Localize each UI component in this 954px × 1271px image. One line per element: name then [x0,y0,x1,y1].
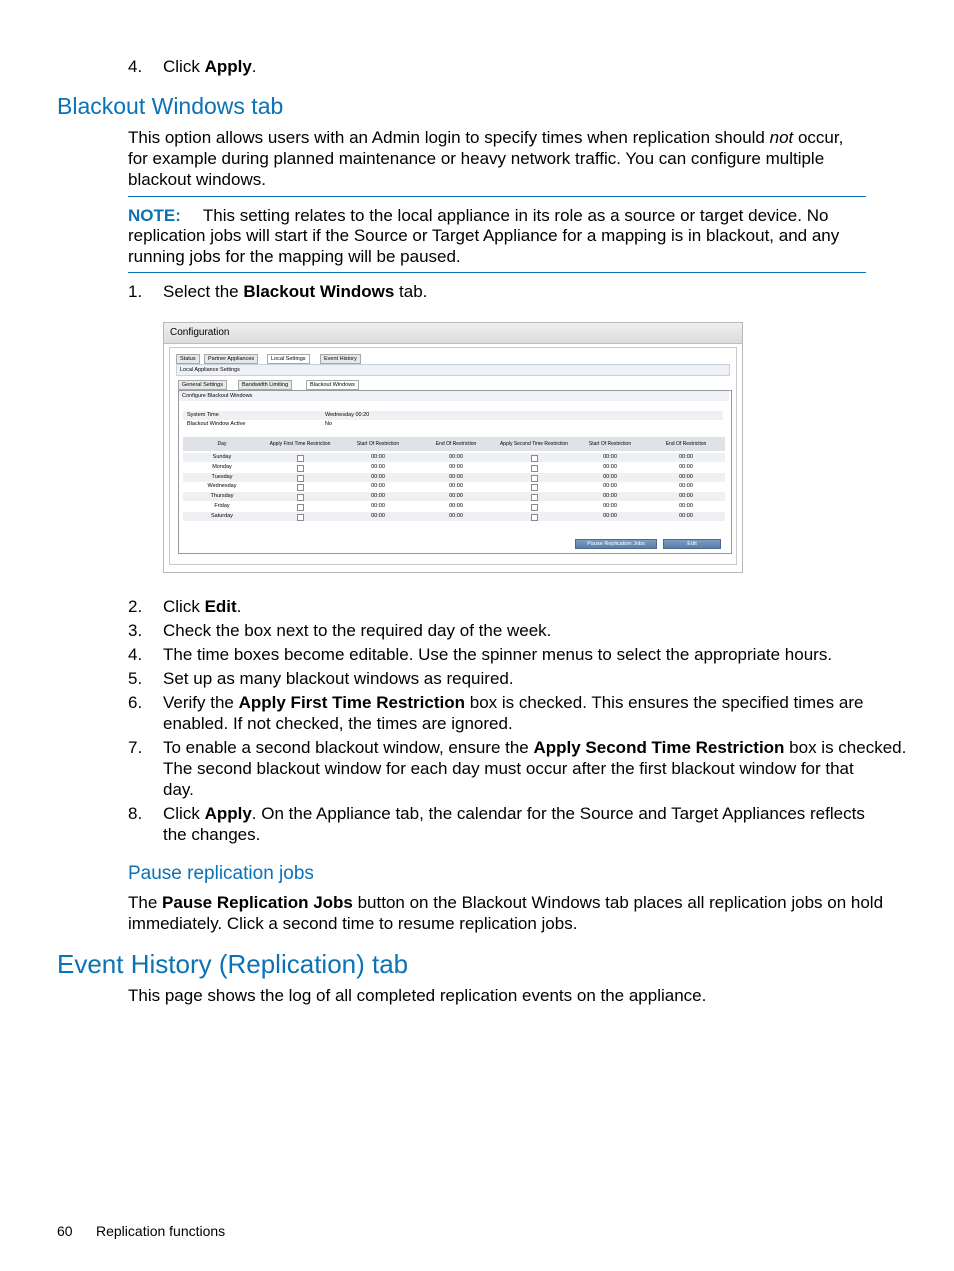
time-cell[interactable]: 00:00 [371,483,385,490]
text: button on the Blackout Windows tab places all replication jobs on hold [352,893,884,912]
section-bar [176,364,730,376]
time-cell[interactable]: 00:00 [679,503,693,509]
page-number: 60 [57,1223,73,1239]
tab-status[interactable]: Status [176,354,200,364]
config-panel [169,347,737,565]
column-header: Apply First Time Restriction [261,437,339,451]
time-cell[interactable]: 00:00 [603,503,617,509]
column-header: Day [183,437,261,451]
section-heading: Blackout Windows tab [57,93,284,119]
list-number: 6. [128,693,143,712]
list-number: 7. [128,738,143,757]
day-cell: Thursday [210,493,234,500]
text: Verify the [163,693,239,712]
list-item [163,596,241,617]
column-header: Apply Second Time Restriction [495,437,573,451]
note-divider [128,272,866,273]
text: This setting relates to the local appliance in its role as a source or target device. No [202,206,829,225]
time-cell[interactable]: 00:00 [449,463,463,470]
blackout-active-value: No [325,421,333,427]
text: . [251,57,257,76]
paragraph-line: for example during planned maintenance or heavy network traffic. You can configure multiple [128,149,825,168]
apply-first-checkbox[interactable] [297,455,304,462]
time-cell[interactable]: 00:00 [449,503,463,509]
bold-term: Apply First Time Restriction [238,693,466,712]
column-header: Start Of Restriction [571,437,649,451]
list-number: 2. [128,597,143,616]
column-header: End Of Restriction [417,437,495,451]
time-cell[interactable]: 00:00 [449,473,463,480]
footer-section: Replication functions [96,1223,226,1239]
note-line: running jobs for the mapping will be paused. [128,247,461,266]
time-cell[interactable]: 00:00 [449,512,463,519]
edit-button[interactable]: Edit [663,539,721,549]
time-cell[interactable]: 00:00 [679,512,693,519]
text: Click [163,57,205,76]
time-cell[interactable]: 00:00 [603,483,617,490]
tab-general-settings[interactable]: General Settings [178,380,227,390]
table-row [183,453,725,462]
subsection-heading: Pause replication jobs [128,863,314,884]
time-cell[interactable]: 00:00 [371,512,385,519]
apply-first-checkbox[interactable] [297,484,304,491]
text: . [236,597,242,616]
apply-first-checkbox[interactable] [297,494,304,501]
tab-event-history[interactable]: Event History [320,354,361,364]
section-heading: Event History (Replication) tab [57,949,409,979]
window-title: Configuration [170,327,230,338]
day-cell: Friday [214,503,230,509]
bold-term: Pause Replication Jobs [162,893,353,912]
time-cell[interactable]: 00:00 [679,454,693,460]
day-cell: Wednesday [207,483,237,490]
list-item [163,692,863,713]
text: This option allows users with an Admin login to specify times when replication should [128,128,770,147]
tab-blackout-windows[interactable]: Blackout Windows [306,380,359,390]
list-item-continuation: enabled. If not checked, the times are ignored. [163,714,513,733]
list-item: Set up as many blackout windows as required. [163,669,514,688]
time-cell[interactable]: 00:00 [371,463,385,470]
apply-second-checkbox[interactable] [531,455,538,462]
note-line: replication jobs will start if the Source or Target Appliance for a mapping is in blackout, and any [128,226,840,245]
apply-second-checkbox[interactable] [531,484,538,491]
section-label: Local Appliance Settings [180,367,240,373]
configuration-screenshot [163,322,743,573]
time-cell[interactable]: 00:00 [371,473,385,480]
table-row [183,463,725,472]
paragraph-line: This page shows the log of all completed replication events on the appliance. [128,986,707,1005]
apply-second-checkbox[interactable] [531,475,538,482]
list-number: 1. [128,282,143,301]
text: occur, [793,128,844,147]
column-header: End Of Restriction [647,437,725,451]
table-row [183,512,725,521]
text: To enable a second blackout window, ensure the [163,738,534,757]
list-item [163,56,257,77]
list-item-continuation: day. [163,780,194,799]
blackout-active-label: Blackout Window Active [187,421,246,427]
bold-term: Blackout Windows [243,282,395,301]
window-title-bar [164,323,742,344]
time-cell[interactable]: 00:00 [371,454,385,460]
time-cell[interactable]: 00:00 [449,454,463,460]
list-number: 4. [128,57,143,76]
time-cell[interactable]: 00:00 [603,463,617,470]
tab-local-settings[interactable]: Local Settings [267,354,310,364]
apply-first-checkbox[interactable] [297,504,304,511]
bold-term: Apply Second Time Restriction [533,738,785,757]
day-cell: Tuesday [211,473,233,480]
time-cell[interactable]: 00:00 [603,454,617,460]
column-header: Start Of Restriction [339,437,417,451]
table-row [183,482,725,491]
list-item-continuation: The second blackout window for each day must occur after the first blackout window for that [163,759,854,778]
apply-first-checkbox[interactable] [297,475,304,482]
tab-partner-appliances[interactable]: Partner Appliances [204,354,258,364]
time-cell[interactable]: 00:00 [679,483,693,490]
subsection-label: Configure Blackout Windows [182,393,253,399]
time-cell[interactable]: 00:00 [371,503,385,509]
text: The [128,893,163,912]
list-item [163,803,865,824]
apply-second-checkbox[interactable] [531,514,538,521]
pause-replication-jobs-button[interactable]: Pause Replication Jobs [575,539,657,549]
list-item [163,281,427,302]
list-number: 3. [128,621,143,640]
note-label: NOTE: [128,206,181,225]
time-cell[interactable]: 00:00 [371,493,385,500]
table-row [183,502,725,511]
paragraph-line: immediately. Click a second time to resume replication jobs. [128,914,578,933]
text: Click [163,804,205,823]
table-row [183,473,725,482]
bold-term: Apply [204,804,252,823]
text: box is checked. [784,738,907,757]
paragraph-line: blackout windows. [128,170,266,189]
text: Click [163,597,205,616]
day-cell: Monday [212,463,232,470]
time-cell[interactable]: 00:00 [679,463,693,470]
list-item: The time boxes become editable. Use the spinner menus to select the appropriate hours. [163,645,833,664]
system-time-value: Wednesday 00:20 [325,412,370,418]
time-cell[interactable]: 00:00 [603,512,617,519]
apply-first-checkbox[interactable] [297,514,304,521]
blackout-panel [178,390,732,554]
list-item-continuation: the changes. [163,825,261,844]
paragraph-line [128,127,843,148]
restriction-table [183,437,725,547]
apply-second-checkbox[interactable] [531,465,538,472]
apply-second-checkbox[interactable] [531,504,538,511]
text: Select the [163,282,244,301]
time-cell[interactable]: 00:00 [603,493,617,500]
text: tab. [394,282,428,301]
paragraph-line [128,892,883,913]
system-time-label: System Time [187,412,219,418]
bold-term: Apply [204,57,252,76]
note-line [128,205,828,226]
day-cell: Saturday [210,512,233,519]
list-item: Check the box next to the required day of the week. [163,621,552,640]
emphasis: not [769,128,794,147]
time-cell[interactable]: 00:00 [449,483,463,490]
time-cell[interactable]: 00:00 [679,473,693,480]
list-item [163,737,906,758]
system-time-row [183,411,723,420]
list-number: 8. [128,804,143,823]
time-cell[interactable]: 00:00 [679,493,693,500]
bold-term: Edit [204,597,237,616]
note-divider [128,196,866,197]
day-cell: Sunday [212,454,232,460]
subsection-bar [179,391,729,401]
text: . On the Appliance tab, the calendar for the Source and Target Appliances reflects [251,804,865,823]
time-cell[interactable]: 00:00 [449,493,463,500]
tab-bandwidth-limiting[interactable]: Bandwidth Limiting [238,380,292,390]
time-cell[interactable]: 00:00 [603,473,617,480]
text: box is checked. This ensures the specified times are [465,693,864,712]
apply-first-checkbox[interactable] [297,465,304,472]
table-row [183,492,725,501]
list-number: 4. [128,645,143,664]
apply-second-checkbox[interactable] [531,494,538,501]
blackout-active-row [183,420,723,429]
list-number: 5. [128,669,143,688]
